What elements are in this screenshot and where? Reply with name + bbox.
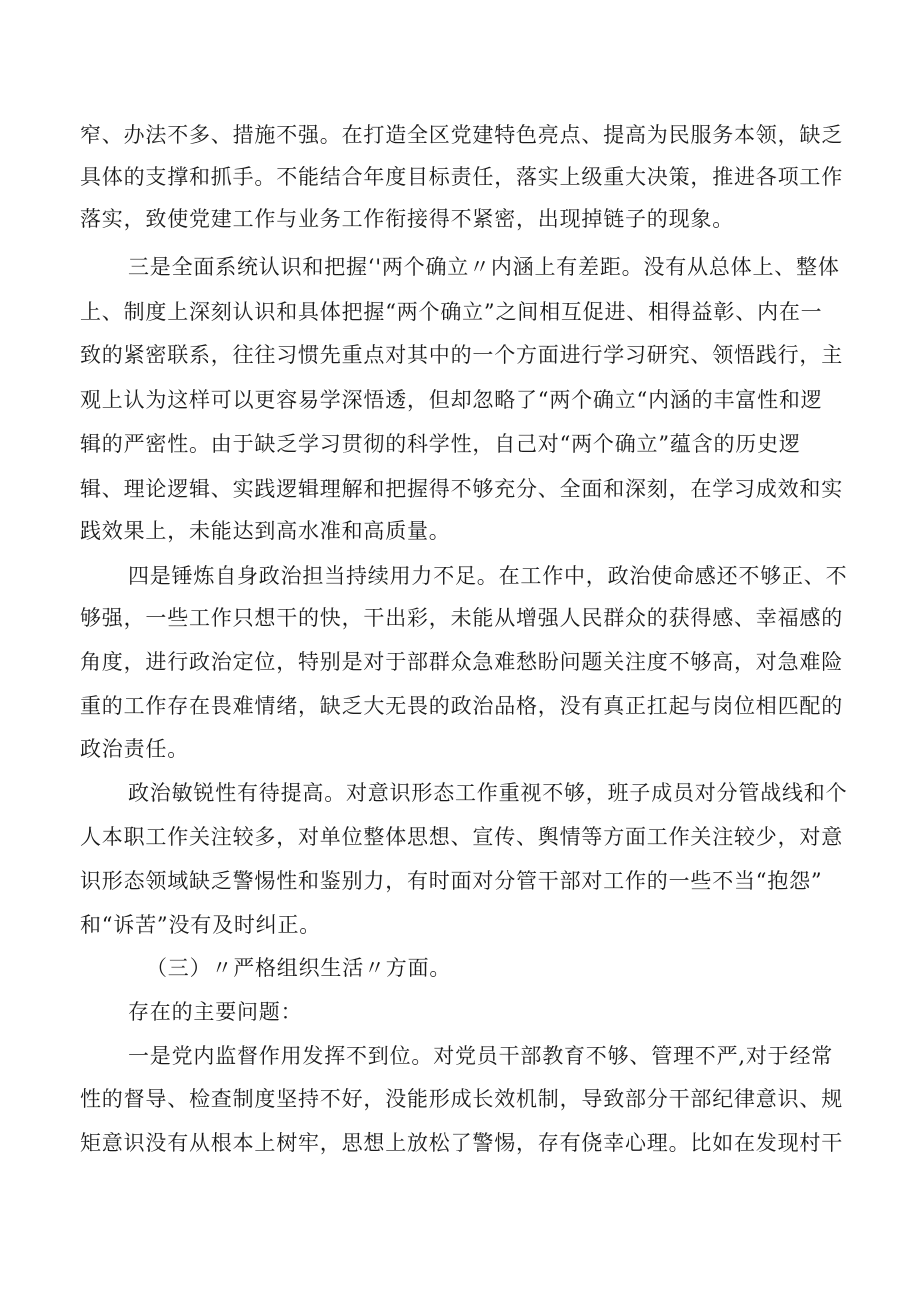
text-line: 人本职工作关注较多，对单位整体思想、宣传、舆情等方面工作关注较少，对意 — [80, 825, 843, 849]
text-line: 性的督导、检查制度坚持不好，没能形成长效机制，导致部分干部纪律意识、规 — [80, 1087, 843, 1111]
text-line: 政治责任。 — [80, 737, 189, 761]
text-line: 重的工作存在畏难情绪，缺乏大无畏的政治品格，没有真正扛起与岗位相匹配的 — [80, 694, 843, 718]
section-heading: （三）〃严格组织生活〃方面。 — [146, 956, 452, 980]
text-line: 三是全面系统认识和把握‘'两个确立〃内涵上有差距。没有从总体上、整体 — [128, 255, 840, 279]
text-line: 识形态领域缺乏警惕性和鉴别力，有时面对分管干部对工作的一些不当“抱怨” — [80, 869, 823, 893]
text-line: 窄、办法不多、措施不强。在打造全区党建特色亮点、提高为民服务本领，缺乏 — [80, 123, 843, 147]
text-line: 辑、理论逻辑、实践逻辑理解和把握得不够充分、全面和深刻，在学习成效和实 — [80, 477, 843, 501]
text-line: 辑的严密性。由于缺乏学习贯彻的科学性，自己对“两个确立”蕴含的历史逻 — [80, 432, 801, 456]
text-line: 一是党内监督作用发挥不到位。对党员干部教育不够、管理不严,对于经常 — [128, 1044, 834, 1068]
text-line: 致的紧密联系，往往习惯先重点对其中的一个方面进行学习研究、领悟践行，主 — [80, 343, 843, 367]
text-line: 够强，一些工作只想干的快，干出彩，未能从增强人民群众的获得感、幸福感的 — [80, 606, 843, 630]
text-line: 上、制度上深刻认识和具体把握“两个确立”之间相互促进、相得益彰、内在一 — [80, 300, 823, 324]
text-line: 角度，进行政治定位，特别是对于部群众急难愁盼问题关注度不够高，对急难险 — [80, 650, 843, 674]
text-line: 和“诉苦”没有及时纠正。 — [80, 913, 322, 937]
text-line: 落实，致使党建工作与业务工作衔接得不紧密，出现掉链子的现象。 — [80, 207, 734, 231]
text-line: 观上认为这样可以更容易学深悟透，但却忽略了“两个确立“内涵的丰富性和逻 — [80, 388, 823, 412]
text-line: 四是锤炼自身政治担当持续用力不足。在工作中，政治使命感还不够正、不 — [128, 564, 848, 588]
text-line: 政治敏锐性有待提高。对意识形态工作重视不够，班子成员对分管战线和个 — [128, 781, 848, 805]
text-line: 矩意识没有从根本上树牢，思想上放松了警惕，存有侥幸心理。比如在发现村干 — [80, 1131, 843, 1155]
text-line: 具体的支撑和抓手。不能结合年度目标责任，落实上级重大决策，推进各项工作 — [80, 165, 843, 189]
text-line: 存在的主要问题： — [128, 1000, 303, 1024]
text-line: 践效果上，未能达到高水准和高质量。 — [80, 519, 451, 543]
